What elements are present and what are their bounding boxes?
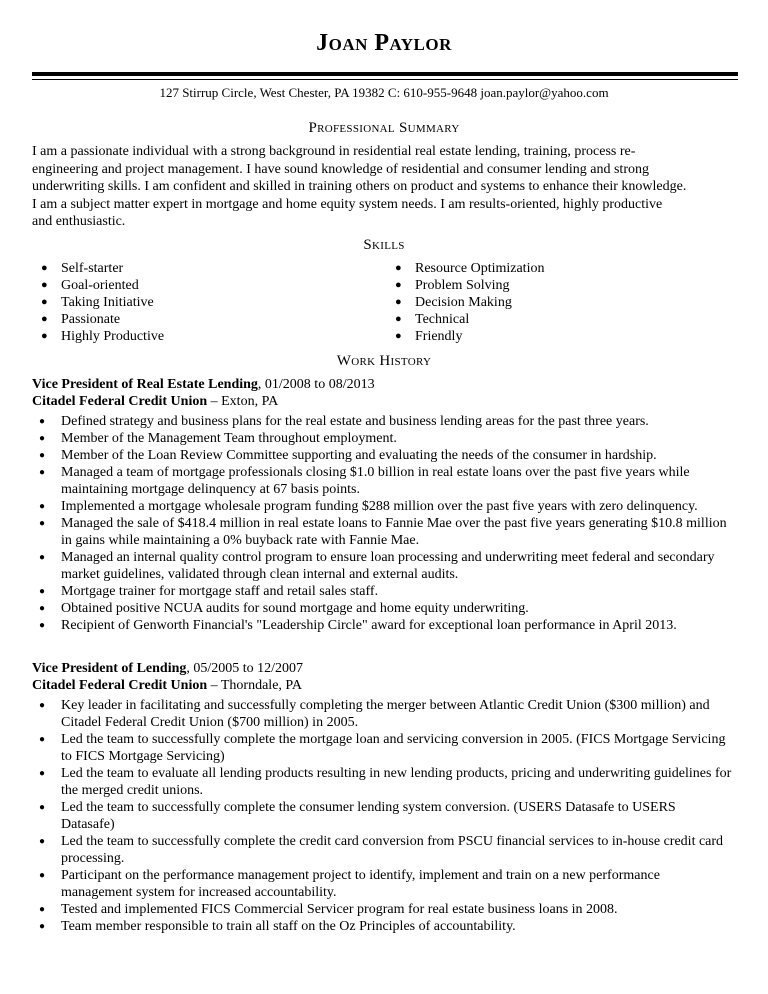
skills-heading: Skills (363, 237, 405, 253)
duty-item: ● Mortgage trainer for mortgage staff and retail sales staff. (32, 583, 732, 600)
skill-item: Self-starter (61, 261, 124, 276)
summary-line: I am a passionate individual with a strong background in residential real estate lending, training, process re- (32, 144, 636, 159)
duty-item: ● Member of the Management Team throughout employment. (32, 430, 732, 447)
job-title: Vice President of Lending (32, 661, 187, 676)
summary-heading: Professional Summary (308, 120, 460, 136)
company-line (32, 393, 744, 410)
summary-line: and enthusiastic. (32, 214, 126, 229)
skill-item: Decision Making (415, 295, 512, 310)
job-location: – Thorndale, PA (207, 678, 303, 693)
summary-line: engineering and project management. I have sound knowledge of residential and consumer lending and strong (32, 161, 649, 177)
duty-item: ● Led the team to successfully complete the consumer lending system conversion. (USERS Datasafe to USERS Datasafe) (32, 799, 732, 833)
bullet-icon: ● (41, 262, 48, 274)
header-rule-thick (32, 72, 738, 76)
duty-item: ● Led the team to successfully complete the credit card conversion from PSCU financial services to in-house credit card processing. (32, 833, 732, 867)
bullet-icon: ● (395, 330, 402, 342)
job-location: – Exton, PA (207, 394, 279, 409)
duty-item: ● Member of the Loan Review Committee supporting and evaluating the needs of the consumer in hardship. (32, 447, 732, 464)
bullet-icon: ● (395, 313, 402, 325)
job-duties-list (32, 697, 732, 935)
job-dates: , 01/2008 to 08/2013 (257, 377, 375, 392)
job-title: Vice President of Real Estate Lending (32, 377, 258, 392)
summary-paragraph (32, 143, 744, 231)
duty-item: ● Team member responsible to train all staff on the Oz Principles of accountability. (32, 918, 732, 935)
candidate-name: Joan Paylor (316, 30, 452, 56)
company-name: Citadel Federal Credit Union (32, 678, 208, 693)
duty-item: ● Obtained positive NCUA audits for sound mortgage and home equity underwriting. (32, 600, 732, 617)
skill-item: Resource Optimization (415, 261, 545, 276)
skill-item: Goal-oriented (61, 278, 139, 293)
bullet-icon: ● (41, 279, 48, 291)
skill-item: Passionate (61, 312, 121, 327)
bullet-icon: ● (395, 279, 402, 291)
job-title-line (32, 376, 744, 393)
duty-item: ● Managed a team of mortgage professionals closing $1.0 billion in real estate loans over the past five years while maintaining mortgage delinquency at 67 basis points. (32, 464, 732, 498)
duty-item: ● Defined strategy and business plans for the real estate and business lending areas for the past three years. (32, 413, 732, 430)
duty-item: ● Led the team to successfully complete the mortgage loan and servicing conversion in 2005. (FICS Mortgage Servicing to FICS Mortgage Servicing) (32, 731, 732, 765)
duty-item: ● Managed an internal quality control program to ensure loan processing and underwriting meet federal and secondary market guidelines, validated through clean internal and external audits. (32, 549, 732, 583)
bullet-icon: ● (41, 296, 48, 308)
duty-item: ● Led the team to evaluate all lending products resulting in new lending products, pricing and underwriting guidelines for the merged credit unions. (32, 765, 732, 799)
bullet-icon: ● (395, 296, 402, 308)
header-rule-thin (32, 79, 738, 80)
duty-item: ● Tested and implemented FICS Commercial Servicer program for real estate business loans in 2008. (32, 901, 732, 918)
duty-item: ● Recipient of Genworth Financial's "Leadership Circle" award for exceptional loan performance in April 2013. (32, 617, 732, 634)
job-header (32, 660, 744, 694)
skill-item: Taking Initiative (61, 295, 154, 310)
contact-line: 127 Stirrup Circle, West Chester, PA 19382 C: 610-955-9648 joan.paylor@yahoo.com (159, 85, 609, 100)
skill-item: Technical (415, 312, 470, 327)
job-header (32, 376, 744, 410)
bullet-icon: ● (395, 262, 402, 274)
summary-line: I am a subject matter expert in mortgage and home equity system needs. I am results-oriented, highly productive (32, 196, 663, 212)
duty-item: ● Key leader in facilitating and successfully completing the merger between Atlantic Credit Union ($300 million) and Citadel Federal Credit Union ($700 million) in 2005. (32, 697, 732, 731)
summary-line: underwriting skills. I am confident and skilled in training others on product and systems to enhance their knowledge. (32, 179, 687, 194)
work-history-heading: Work History (336, 353, 432, 369)
bullet-icon: ● (41, 330, 48, 342)
job-dates: , 05/2005 to 12/2007 (186, 661, 304, 676)
company-line (32, 677, 744, 694)
duty-item: ● Managed the sale of $418.4 million in real estate loans to Fannie Mae over the past five years generating $10.8 million in gains while maintaining a 0% buyback rate with Fannie Mae. (32, 515, 732, 549)
duty-item: ● Participant on the performance management project to identify, implement and train on a new performance management system for increased accountability. (32, 867, 732, 901)
skill-item: Friendly (415, 329, 463, 344)
job-title-line (32, 660, 744, 677)
job-duties-list (32, 413, 732, 634)
skill-item: Highly Productive (61, 329, 165, 344)
bullet-icon: ● (41, 313, 48, 325)
company-name: Citadel Federal Credit Union (32, 394, 208, 409)
duty-item: ● Implemented a mortgage wholesale program funding $288 million over the past five years with zero delinquency. (32, 498, 732, 515)
skill-item: Problem Solving (415, 278, 510, 293)
